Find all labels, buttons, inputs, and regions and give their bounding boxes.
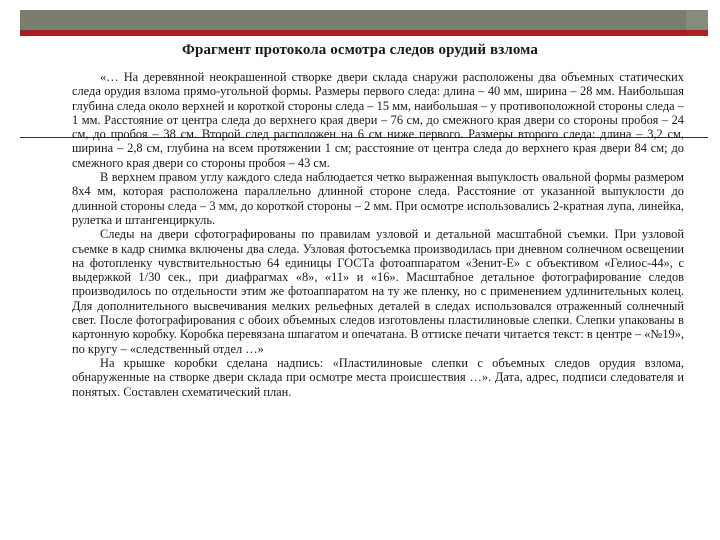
- header-bar-dark: [20, 10, 708, 30]
- protocol-text: [72, 70, 684, 399]
- page-title: Фрагмент протокола осмотра следов орудий взлома: [182, 42, 538, 58]
- paragraph-2: В верхнем правом углу каждого следа наблюдается четко выраженная выпуклость овальной формы размером 8х4 мм, которая расположена параллельно длинной стороне следа. Расстояние от указанной выпуклости до длинной стороны следа – 3 мм, до короткой стороны – 2 мм. При осмотре использовались 2-кратная лупа, линейка, рулетка и штангенциркуль.: [72, 170, 684, 227]
- slide-header-bar: [20, 10, 708, 36]
- paragraph-1: «… На деревянной неокрашенной створке двери склада снаружи расположены два объемных статических следа орудия взлома прямо-угольной формы. Размеры первого следа: длина – 40 мм, ширина – 28 мм. Наибольшая глубина следа около верхней и короткой стороны следа – 15 мм, наибольшая – у противоположной стороны следа – 1 мм. Расстояние от центра следа до верхнего края двери – 76 см, до смежного края двери со стороны пробоя – 24 см, до пробоя – 38 см. Второй след расположен на 6 см ниже первого. Размеры второго следа: длина – 3,2 см, ширина – 2,8 см, глубина на всем протяжении 1 см; расстояние от центра следа до верхнего края двери 84 см; до смежного края двери со стороны пробоя – 43 см.: [72, 70, 684, 170]
- header-accent-strip: [20, 30, 708, 36]
- paragraph-4: На крышке коробки сделана надпись: «Пластилиновые слепки с объемных следов орудия взлома, обнаруженные на створке двери склада при осмотре места происшествия …». Дата, адрес, подписи следователя и понятых. Составлен схематический план.: [72, 355, 684, 399]
- paragraph-3: Следы на двери сфотографированы по правилам узловой и детальной масштабной съемки. При узловой съемке в кадр снимка включены два следа. Узловая фотосъемка производилась при дневном солнечном освещении на фотопленку чувствительностью 64 единицы ГОСТа фотоаппаратом «Зенит-Е» с объективом «Гелиос-44», с выдержкой 1/30 сек., при диафрагмах «8», «11» и «16». Масштабное детальное фотографирование следов производилось по отдельности этим же фотоаппаратом на ту же пленку, но с применением удлинительных колец. Для дополнительного высвечивания мелких рельефных деталей в следах использовался отраженный солнечный свет. После фотографирования с обоих объемных следов изготовлены пластилиновые слепки. Слепки упакованы в картонную коробку. Коробка перевязана шпагатом и опечатана. В оттиске печати читается текст: в центре – «№19», по кругу – «следственный отдел …»: [72, 227, 684, 356]
- header-corner-block: [686, 10, 708, 36]
